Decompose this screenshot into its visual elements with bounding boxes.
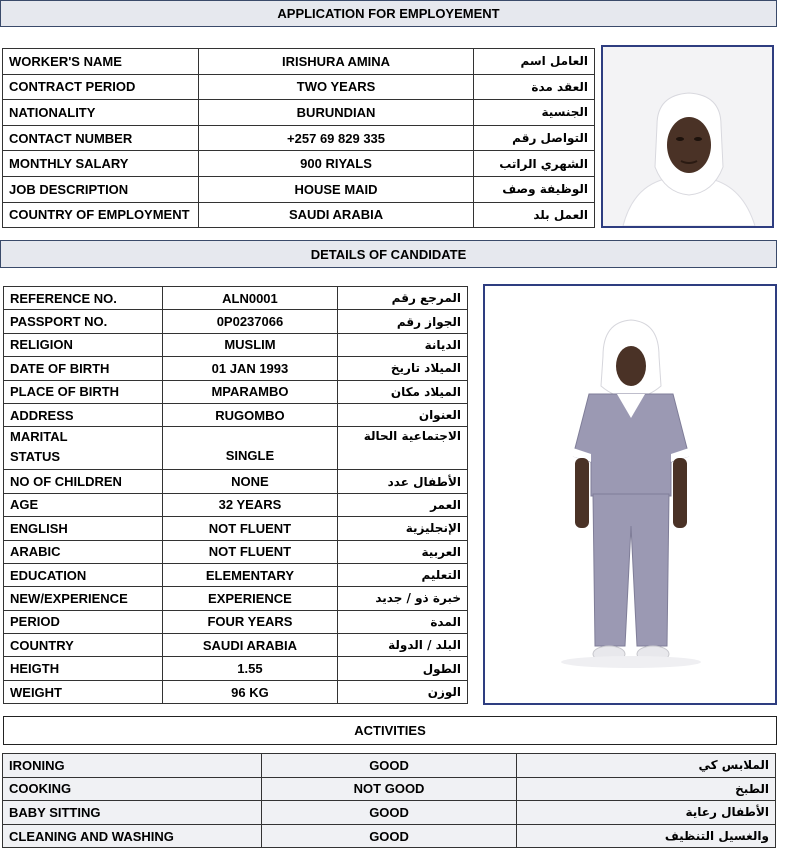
- page-title-banner: [0, 0, 777, 27]
- summary-value: BURUNDIAN: [198, 100, 473, 126]
- summary-row: [3, 176, 595, 202]
- details-row: [4, 587, 468, 610]
- details-label: PLACE OF BIRTH: [4, 380, 163, 403]
- details-arabic: العمر: [338, 493, 468, 516]
- details-arabic: الأطفال عدد: [338, 470, 468, 493]
- details-value: 1.55: [162, 657, 337, 680]
- summary-label: NATIONALITY: [3, 100, 199, 126]
- details-label: DATE OF BIRTH: [4, 357, 163, 380]
- details-value: 01 JAN 1993: [162, 357, 337, 380]
- page-title: APPLICATION FOR EMPLOYEMENT: [277, 6, 500, 21]
- details-table: [3, 286, 468, 704]
- details-row: [4, 357, 468, 380]
- summary-arabic: العامل اسم: [474, 49, 595, 75]
- details-arabic: المرجع رقم: [338, 287, 468, 310]
- details-arabic: الميلاد مكان: [338, 380, 468, 403]
- activity-row: [3, 777, 776, 801]
- details-value: EXPERIENCE: [162, 587, 337, 610]
- activities-table: [2, 753, 776, 848]
- details-value: MUSLIM: [162, 333, 337, 356]
- full-body-figure: [485, 286, 775, 703]
- summary-row: [3, 125, 595, 151]
- details-label-line2: STATUS: [10, 449, 61, 465]
- headshot-photo: [601, 45, 774, 228]
- details-arabic: خبرة ذو / جديد: [338, 587, 468, 610]
- details-value: RUGOMBO: [162, 403, 337, 426]
- details-label: RELIGION: [4, 333, 163, 356]
- summary-row: [3, 202, 595, 228]
- details-row: [4, 380, 468, 403]
- details-label: NO OF CHILDREN: [4, 470, 163, 493]
- details-label: [4, 427, 163, 470]
- activity-label: IRONING: [3, 754, 262, 778]
- details-arabic: العربية: [338, 540, 468, 563]
- activity-label: CLEANING AND WASHING: [3, 824, 262, 848]
- details-row: [4, 680, 468, 703]
- summary-label: CONTRACT PERIOD: [3, 74, 199, 100]
- details-label: ADDRESS: [4, 403, 163, 426]
- details-arabic: الإنجليزية: [338, 517, 468, 540]
- activity-value: GOOD: [261, 754, 517, 778]
- details-row: [4, 540, 468, 563]
- details-label: ARABIC: [4, 540, 163, 563]
- summary-row: [3, 49, 595, 75]
- details-label: ENGLISH: [4, 517, 163, 540]
- activity-arabic: الملابس كي: [517, 754, 776, 778]
- summary-arabic: الشهري الراتب: [474, 151, 595, 177]
- summary-value: HOUSE MAID: [198, 176, 473, 202]
- details-value: ALN0001: [162, 287, 337, 310]
- details-value: FOUR YEARS: [162, 610, 337, 633]
- details-label: COUNTRY: [4, 634, 163, 657]
- summary-value: +257 69 829 335: [198, 125, 473, 151]
- details-value: 0P0237066: [162, 310, 337, 333]
- details-arabic: الاجتماعية الحالة: [338, 427, 468, 470]
- details-value: NONE: [162, 470, 337, 493]
- activities-title: ACTIVITIES: [354, 723, 426, 738]
- summary-row: [3, 74, 595, 100]
- details-label: EDUCATION: [4, 563, 163, 586]
- details-value: NOT FLUENT: [162, 540, 337, 563]
- details-row: [4, 493, 468, 516]
- summary-table: [2, 48, 595, 228]
- activity-arabic: والغسيل التنظيف: [517, 824, 776, 848]
- activity-arabic: الطبخ: [517, 777, 776, 801]
- headshot-portrait: [603, 47, 772, 226]
- summary-value: 900 RIYALS: [198, 151, 473, 177]
- details-row: [4, 610, 468, 633]
- details-label: PERIOD: [4, 610, 163, 633]
- activity-arabic: الأطفال رعاية: [517, 801, 776, 825]
- details-value: ELEMENTARY: [162, 563, 337, 586]
- summary-value: IRISHURA AMINA: [198, 49, 473, 75]
- summary-label: WORKER'S NAME: [3, 49, 199, 75]
- details-label: AGE: [4, 493, 163, 516]
- details-title: DETAILS OF CANDIDATE: [310, 246, 467, 262]
- details-arabic: البلد / الدولة: [338, 634, 468, 657]
- details-arabic: الديانة: [338, 333, 468, 356]
- summary-label: COUNTRY OF EMPLOYMENT: [3, 202, 199, 228]
- details-row: [4, 310, 468, 333]
- details-value: MPARAMBO: [162, 380, 337, 403]
- activity-row: [3, 801, 776, 825]
- activity-value: NOT GOOD: [261, 777, 517, 801]
- summary-label: CONTACT NUMBER: [3, 125, 199, 151]
- details-arabic: الوزن: [338, 680, 468, 703]
- details-arabic: الميلاد تاريخ: [338, 357, 468, 380]
- summary-arabic: العمل بلد: [474, 202, 595, 228]
- details-row: [4, 634, 468, 657]
- details-banner: [0, 240, 777, 268]
- details-value: 96 KG: [162, 680, 337, 703]
- summary-arabic: الجنسية: [474, 100, 595, 126]
- summary-row: [3, 151, 595, 177]
- details-value: NOT FLUENT: [162, 517, 337, 540]
- details-row: [4, 403, 468, 426]
- details-row: [4, 427, 468, 470]
- details-arabic: المدة: [338, 610, 468, 633]
- details-arabic: العنوان: [338, 403, 468, 426]
- details-row: [4, 470, 468, 493]
- details-row: [4, 563, 468, 586]
- summary-arabic: الوظيفة وصف: [474, 176, 595, 202]
- summary-arabic: العقد مدة: [474, 74, 595, 100]
- summary-label: MONTHLY SALARY: [3, 151, 199, 177]
- summary-value: SAUDI ARABIA: [198, 202, 473, 228]
- activity-label: BABY SITTING: [3, 801, 262, 825]
- details-value: 32 YEARS: [162, 493, 337, 516]
- details-label: WEIGHT: [4, 680, 163, 703]
- full-body-photo: [483, 284, 777, 705]
- details-row: [4, 287, 468, 310]
- summary-label: JOB DESCRIPTION: [3, 176, 199, 202]
- details-arabic: الجواز رقم: [338, 310, 468, 333]
- activity-label: COOKING: [3, 777, 262, 801]
- details-row: [4, 333, 468, 356]
- details-label: NEW/EXPERIENCE: [4, 587, 163, 610]
- details-arabic: التعليم: [338, 563, 468, 586]
- details-label: REFERENCE NO.: [4, 287, 163, 310]
- summary-value: TWO YEARS: [198, 74, 473, 100]
- activities-banner: [3, 716, 777, 745]
- details-value: SINGLE: [162, 427, 337, 470]
- details-label: PASSPORT NO.: [4, 310, 163, 333]
- details-row: [4, 517, 468, 540]
- summary-arabic: التواصل رقم: [474, 125, 595, 151]
- details-label-line1: MARITAL: [10, 429, 68, 445]
- activity-value: GOOD: [261, 801, 517, 825]
- summary-row: [3, 100, 595, 126]
- details-row: [4, 657, 468, 680]
- activity-row: [3, 824, 776, 848]
- activity-row: [3, 754, 776, 778]
- details-arabic: الطول: [338, 657, 468, 680]
- details-value: SAUDI ARABIA: [162, 634, 337, 657]
- details-label: HEIGTH: [4, 657, 163, 680]
- activity-value: GOOD: [261, 824, 517, 848]
